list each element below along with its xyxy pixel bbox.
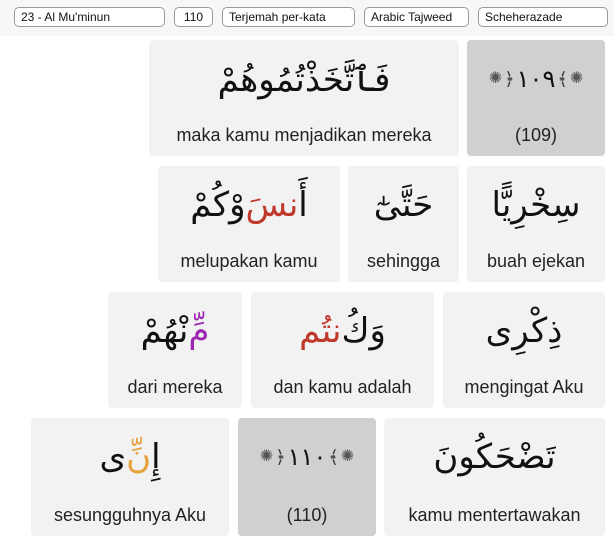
word-cell[interactable] xyxy=(251,292,434,408)
word-translation: mengingat Aku xyxy=(464,377,584,397)
arabic-word xyxy=(108,292,242,370)
word-cell[interactable] xyxy=(467,166,605,282)
word-cell[interactable] xyxy=(158,166,340,282)
tajweed-highlight: مِّ xyxy=(188,311,210,351)
ayah-marker-110[interactable] xyxy=(238,418,376,536)
ayah-number-label: (109) xyxy=(514,125,558,145)
star-ornament-icon: ✺ xyxy=(259,448,274,465)
ornate-bracket-close: ﴾ xyxy=(328,446,339,468)
arabic-word: ذِكْرِى xyxy=(485,311,563,351)
surah-selector[interactable]: 23 - Al Mu'minun xyxy=(14,7,165,27)
font-selector[interactable]: Scheherazade xyxy=(478,7,608,27)
arabic-word-part: إِ xyxy=(151,437,161,477)
toolbar xyxy=(0,0,614,36)
tajweed-highlight: نسَ xyxy=(245,185,299,225)
ayah-number-arabic: ١٠٩ xyxy=(516,65,556,93)
tajweed-highlight: نتُم xyxy=(299,311,342,351)
arabic-word xyxy=(251,292,434,370)
arabic-word xyxy=(158,166,340,244)
word-translation: maka kamu menjadikan mereka xyxy=(176,125,432,145)
arabic-word-part: وْكُمْ xyxy=(190,185,246,225)
arabic-word: فَٱتَّخَذْتُمُوهُمْ xyxy=(217,59,391,100)
ornate-bracket-open: ﴿ xyxy=(504,68,515,90)
ornate-bracket-open: ﴿ xyxy=(275,446,286,468)
star-ornament-icon: ✺ xyxy=(340,448,355,465)
arabic-word-part: نْهُمْ xyxy=(140,311,189,351)
word-translation: sehingga xyxy=(366,251,441,271)
arabic-word-part: ى xyxy=(99,437,127,477)
arabic-word-part: وَكُ xyxy=(341,311,386,351)
word-cell[interactable] xyxy=(31,418,229,536)
word-cell[interactable] xyxy=(443,292,605,408)
word-cell[interactable] xyxy=(384,418,605,536)
ayah-number-marker xyxy=(238,418,376,496)
word-cell[interactable] xyxy=(348,166,459,282)
tajweed-highlight: نِّ xyxy=(126,437,152,477)
arabic-word: سِخْرِيًّا xyxy=(491,185,581,225)
ayah-selector[interactable]: 110 xyxy=(174,7,213,27)
arabic-word: تَضْحَكُونَ xyxy=(433,437,556,477)
arabic-word xyxy=(31,418,229,496)
ayah-number-marker xyxy=(467,40,605,118)
star-ornament-icon: ✺ xyxy=(488,70,503,87)
word-translation: dan kamu adalah xyxy=(273,377,412,397)
arabic-word-part: أَ xyxy=(298,185,308,225)
ayah-number-label: (110) xyxy=(286,505,328,525)
ayah-marker-109[interactable] xyxy=(467,40,605,156)
script-style-selector[interactable]: Arabic Tajweed xyxy=(364,7,469,27)
ornate-bracket-close: ﴾ xyxy=(557,68,568,90)
translation-mode-selector[interactable]: Terjemah per-kata xyxy=(222,7,355,27)
word-translation: kamu mentertawakan xyxy=(408,505,581,525)
word-translation: sesungguhnya Aku xyxy=(53,505,207,525)
star-ornament-icon: ✺ xyxy=(569,70,584,87)
ayah-number-arabic: ١١٠ xyxy=(287,443,327,471)
word-cell[interactable] xyxy=(108,292,242,408)
word-cell[interactable] xyxy=(149,40,459,156)
word-translation: melupakan kamu xyxy=(180,251,318,271)
arabic-word: حَتَّىٰٓ xyxy=(373,185,434,225)
word-translation: buah ejekan xyxy=(486,251,586,271)
word-translation: dari mereka xyxy=(127,377,223,397)
